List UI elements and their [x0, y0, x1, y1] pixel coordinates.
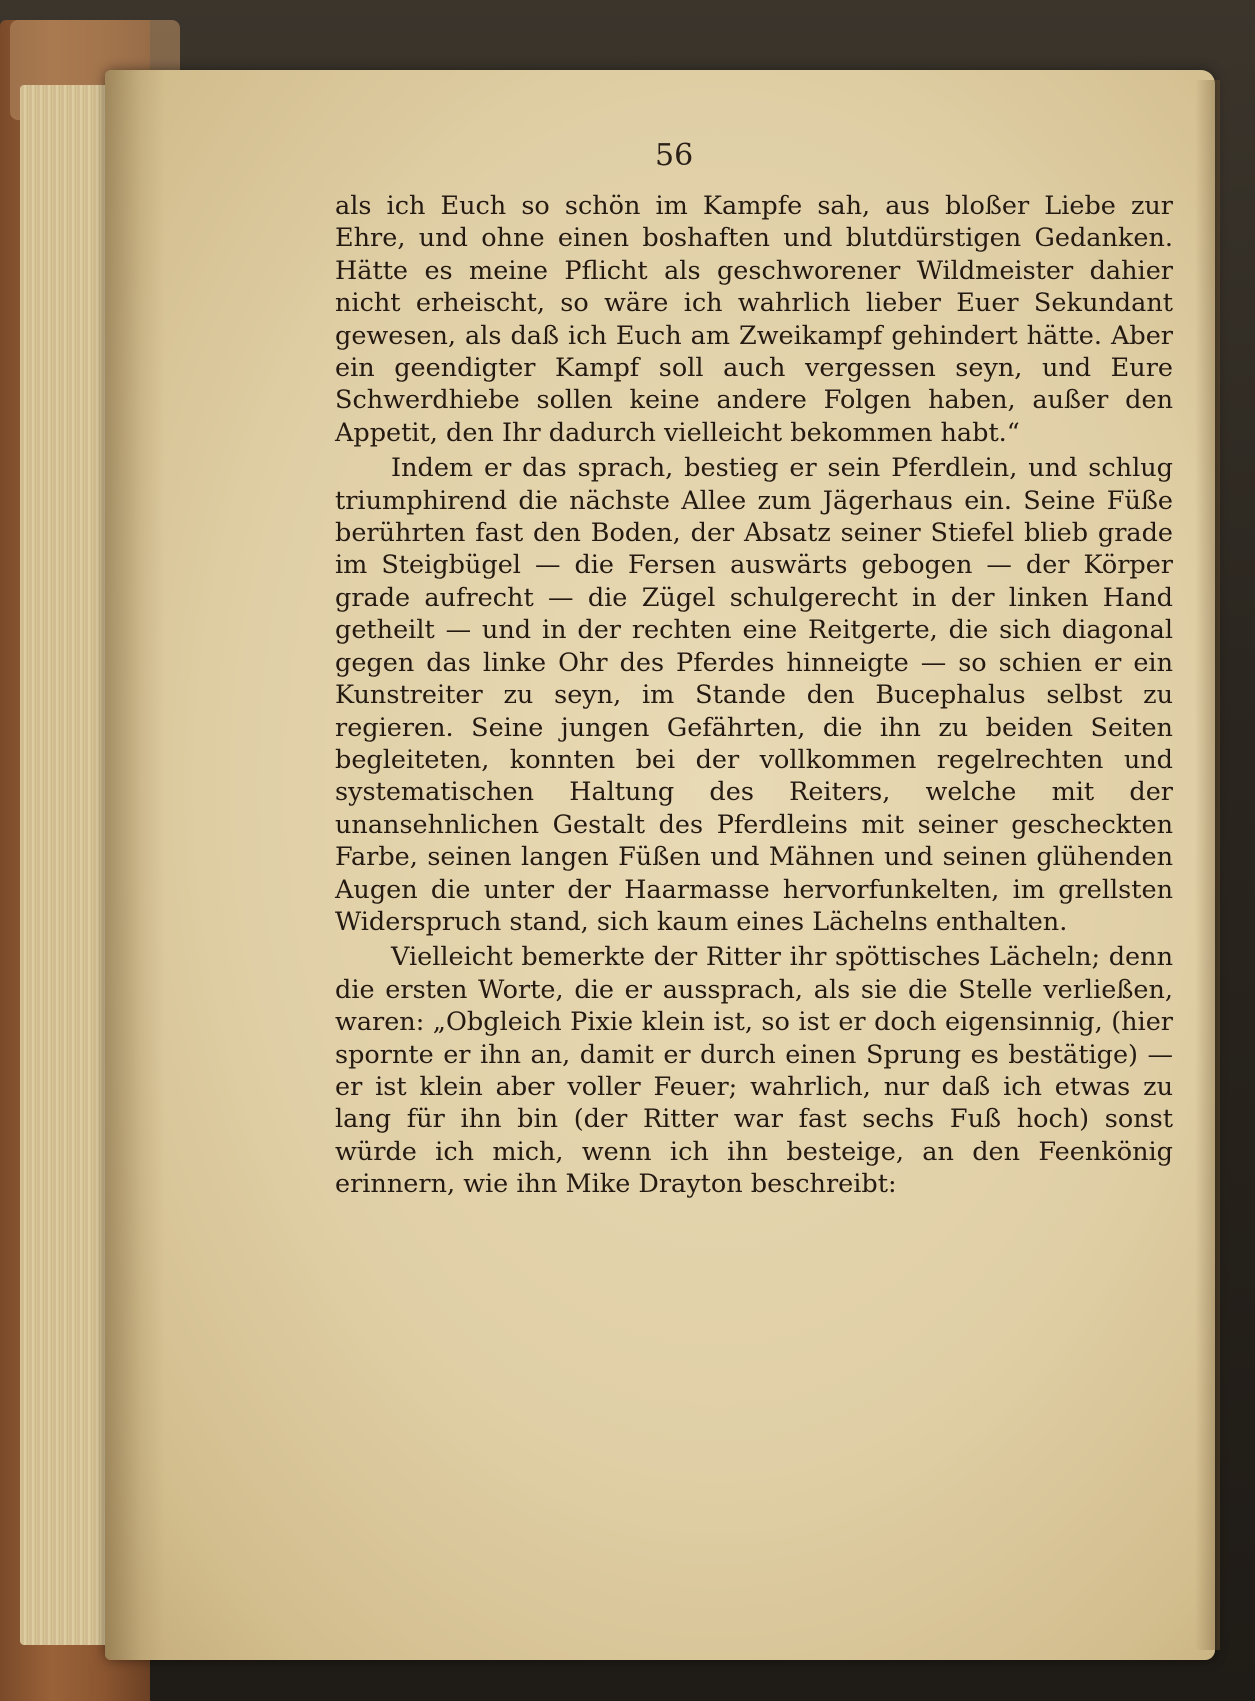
page-number: 56 [655, 138, 694, 173]
paragraph: Indem er das sprach, bestieg er sein Pferdlein, und schlug triumphirend die nächste Allee zum Jägerhaus ein. Seine Füße berührten fast den Boden, der Absatz seiner Stiefel blieb grade im Steigbügel — die Fersen auswärts gebogen — der Körper grade aufrecht — die Zügel schulgerecht in der linken Hand getheilt — und in der rechten eine Reitgerte, die sich diagonal gegen das linke Ohr des Pferdes hinneigte — so schien er ein Kunstreiter zu seyn, im Stande den Bucephalus selbst zu regieren. Seine jungen Gefährten, die ihn zu beiden Seiten begleiteten, konnten bei der vollkommen regelrechten und systematischen Haltung des Reiters, welche mit der unansehnlichen Gestalt des Pferdleins mit seiner gescheckten Farbe, seinen langen Füßen und Mähnen und seinen glühenden Augen die unter der Haarmasse hervorfunkelten, im grellsten Widerspruch stand, sich kaum eines Lächelns enthalten. [335, 453, 1173, 937]
page-text [335, 190, 1173, 1201]
page-gutter-shadow [105, 70, 165, 1660]
paragraph: als ich Euch so schön im Kampfe sah, aus bloßer Liebe zur Ehre, und ohne einen boshaften und blutdürstigen Gedanken. Hätte es meine Pflicht als geschworener Wildmeister dahier nicht erheischt, so wäre ich wahrlich lieber Euer Sekundant gewesen, als daß ich Euch am Zweikampf gehindert hätte. Aber ein geendigter Kampf soll auch vergessen seyn, und Eure Schwerdhiebe sollen keine andere Folgen haben, außer den Appetit, den Ihr dadurch vielleicht bekommen habt.“ [335, 191, 1173, 448]
page-right-edge [1195, 80, 1220, 1650]
paragraph: Vielleicht bemerkte der Ritter ihr spöttisches Lächeln; denn die ersten Worte, die er aussprach, als sie die Stelle verließen, waren: „Obgleich Pixie klein ist, so ist er doch eigensinnig, (hier spornte er ihn an, damit er durch einen Sprung es bestätige) — er ist klein aber voller Feuer; wahrlich, nur daß ich etwas zu lang für ihn bin (der Ritter war fast sechs Fuß hoch) sonst würde ich mich, wenn ich ihn besteige, an den Feenkönig erinnern, wie ihn Mike Drayton beschreibt: [335, 942, 1173, 1200]
